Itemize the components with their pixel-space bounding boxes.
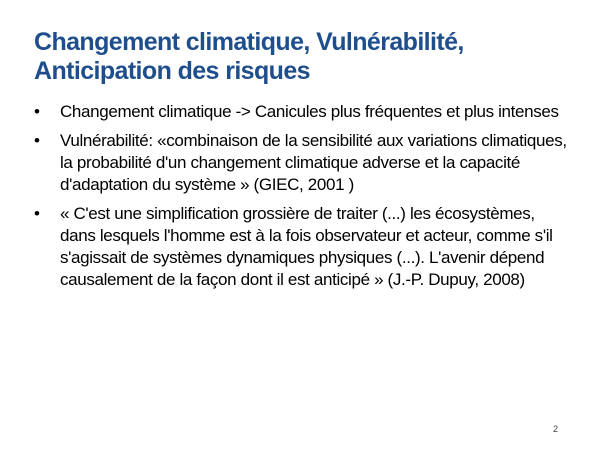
bullet-dot-icon: • — [34, 102, 40, 121]
slide-title: Changement climatique, Vulnérabilité, Anticipation des risques — [34, 28, 464, 85]
bullet-dot-icon: • — [34, 131, 40, 150]
page-number: 2 — [553, 424, 559, 434]
bullet-item-climate-change — [34, 101, 574, 123]
bullet-text: Vulnérabilité: «combinaison de la sensibilité aux variations climatiques, la probabilité d'un changement climatique adverse et la capacité d'adaptation du système » (GIEC, 2001 ) — [60, 131, 567, 194]
bullet-item-dupuy-quote — [34, 203, 574, 291]
bullet-dot-icon: • — [34, 204, 40, 223]
bullet-text: « C'est une simplification grossière de traiter (...) les écosystèmes, dans lesquels l'homme est à la fois observateur et acteur, comme s'il s'agissait de systèmes dynamiques physiques (...). L'avenir dépend causalement de la façon dont il est anticipé » (J.-P. Dupuy, 2008) — [60, 204, 553, 289]
bullet-item-vulnerability — [34, 130, 574, 196]
bullet-text: Changement climatique -> Canicules plus fréquentes et plus intenses — [60, 102, 559, 121]
bullet-list — [34, 101, 574, 298]
